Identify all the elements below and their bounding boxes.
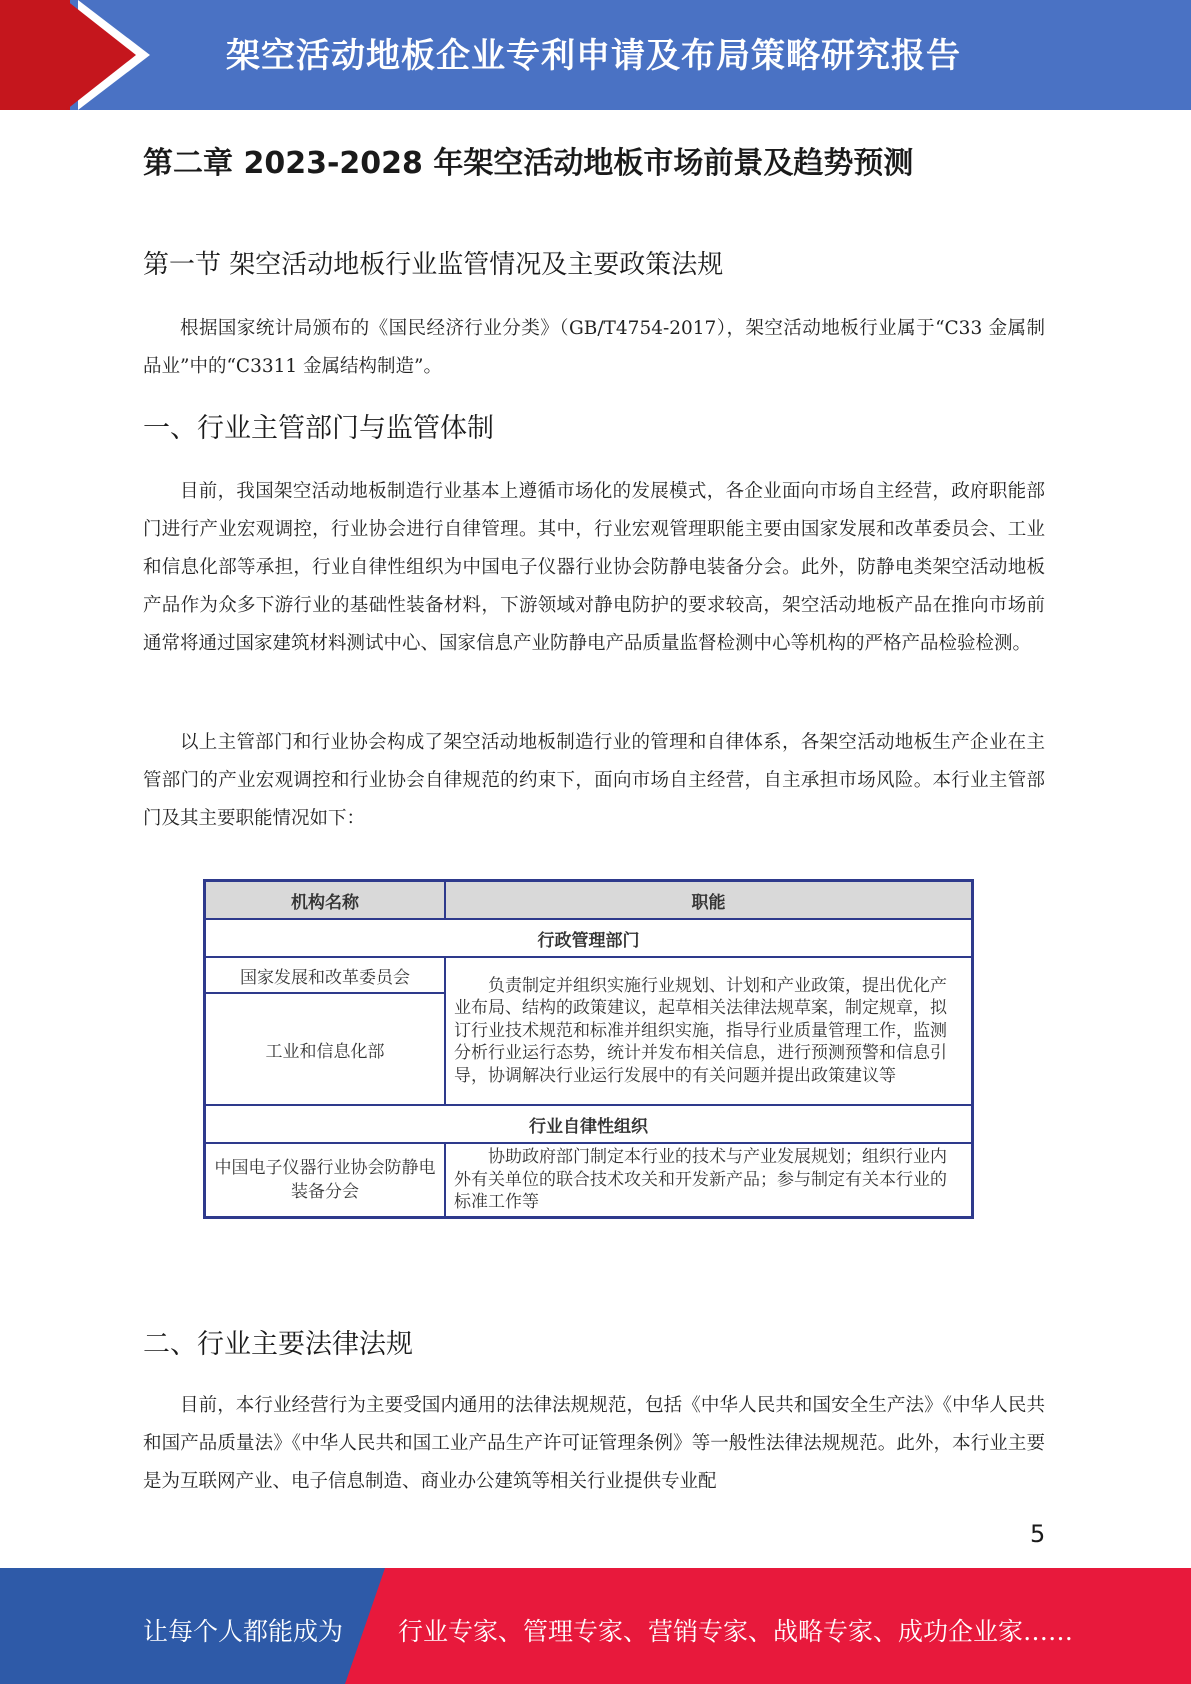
header-red-block <box>0 0 70 110</box>
table-row <box>205 957 973 993</box>
table-group-row <box>205 919 973 957</box>
column-header-org: 机构名称 <box>205 881 446 920</box>
page-number: 5 <box>1030 1520 1046 1548</box>
chapter-title: 第二章 2023-2028 年架空活动地板市场前景及趋势预测 <box>143 146 914 181</box>
table-header-row <box>205 881 973 920</box>
report-title: 架空活动地板企业专利申请及布局策略研究报告 <box>226 36 961 76</box>
footer-blue-slant <box>345 1568 385 1684</box>
table-row <box>205 1143 973 1218</box>
footer-banner <box>0 1568 1191 1684</box>
footer-slogan-left: 让每个人都能成为 <box>143 1617 344 1646</box>
paragraph-regulatory-overview: 目前，我国架空活动地板制造行业基本上遵循市场化的发展模式，各企业面向市场自主经营，政府职能部门进行产业宏观调控，行业协会进行自律管理。其中，行业宏观管理职能主要由国家发展和改革委员会、工业和信息化部等承担，行业自律性组织为中国电子仪器行业协会防静电装备分会。此外，防静电类架空活动地板产品作为众多下游行业的基础性装备材料，下游领域对静电防护的要求较高，架空活动地板产品在推向市场前通常将通过国家建筑材料测试中心、国家信息产业防静电产品质量监督检测中心等机构的严格产品检验检测。 <box>143 481 1045 654</box>
org-miit: 工业和信息化部 <box>205 993 446 1105</box>
footer-slogan-right: 行业专家、管理专家、营销专家、战略专家、成功企业家…… <box>398 1617 1074 1646</box>
table-group-row <box>205 1105 973 1143</box>
section-title: 第一节 架空活动地板行业监管情况及主要政策法规 <box>143 250 724 280</box>
heading-laws-regulations: 二、行业主要法律法规 <box>143 1329 413 1360</box>
header-chevron-red <box>66 0 136 110</box>
group-selfreg-label: 行业自律性组织 <box>205 1105 973 1143</box>
heading-regulatory-system: 一、行业主管部门与监管体制 <box>143 413 494 444</box>
paragraph-classification: 根据国家统计局颁布的《国民经济行业分类》（GB/T4754-2017），架空活动地板行业属于“C33 金属制品业”中的“C3311 金属结构制造”。 <box>143 318 1045 377</box>
org-esd-association: 中国电子仪器行业协会防静电装备分会 <box>205 1143 446 1218</box>
duty-selfreg: 协助政府部门制定本行业的技术与产业发展规划；组织行业内外有关单位的联合技术攻关和开发新产品；参与制定有关本行业的标准工作等 <box>445 1143 973 1218</box>
org-ndrc: 国家发展和改革委员会 <box>205 957 446 993</box>
header-banner <box>0 0 1191 110</box>
duty-admin: 负责制定并组织实施行业规划、计划和产业政策，提出优化产业布局、结构的政策建议，起草相关法律法规草案，制定规章，拟订行业技术规范和标准并组织实施，指导行业质量管理工作，监测分析行业运行态势，统计并发布相关信息，进行预测预警和信息引导，协调解决行业运行发展中的有关问题并提出政策建议等 <box>445 957 973 1105</box>
paragraph-laws: 目前，本行业经营行为主要受国内通用的法律法规规范，包括《中华人民共和国安全生产法》《中华人民共和国产品质量法》《中华人民共和国工业产品生产许可证管理条例》等一般性法律法规规范。此外，本行业主要是为互联网产业、电子信息制造、商业办公建筑等相关行业提供专业配 <box>143 1395 1045 1492</box>
paragraph-authorities-summary: 以上主管部门和行业协会构成了架空活动地板制造行业的管理和自律体系，各架空活动地板生产企业在主管部门的产业宏观调控和行业协会自律规范的约束下，面向市场自主经营，自主承担市场风险。本行业主管部门及其主要职能情况如下： <box>143 732 1045 829</box>
authorities-table <box>203 879 974 1219</box>
group-admin-label: 行政管理部门 <box>205 919 973 957</box>
column-header-duty: 职能 <box>445 881 973 920</box>
